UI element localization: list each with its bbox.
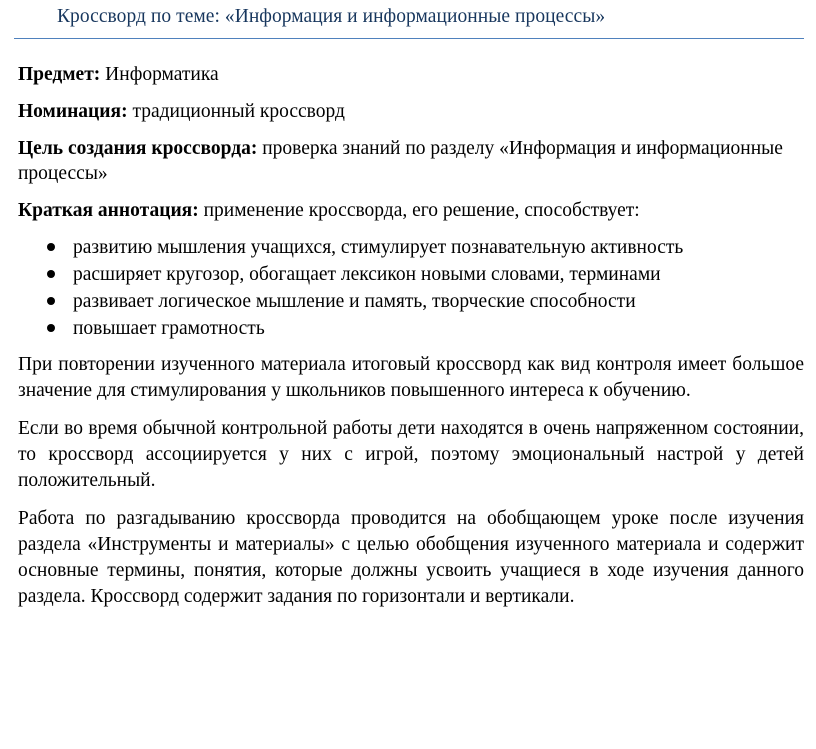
subject-label: Предмет:	[18, 64, 101, 85]
bullet-icon	[47, 297, 55, 305]
annotation-bullet-list	[18, 235, 804, 341]
subject-field	[18, 62, 804, 87]
bullet-icon	[47, 243, 55, 251]
bullet-text: развивает логическое мышление и память, творческие способности	[73, 291, 636, 312]
bullet-icon	[47, 270, 55, 278]
goal-field	[18, 136, 804, 186]
bullet-item	[18, 316, 804, 341]
body-paragraph: Работа по разгадыванию кроссворда проводится на обобщающем уроке после изучения раздела «Инструменты и материалы» с целью обобщения изученного материала и содержит основные термины, понятия, которые должны усвоить учащиеся в ходе изучения данного раздела. Кроссворд содержит задания по горизонтали и вертикали.	[18, 508, 804, 607]
page-title: Кроссворд по теме: «Информация и информационные процессы»	[57, 6, 606, 27]
bullet-text: повышает грамотность	[73, 318, 265, 339]
body-paragraph: Если во время обычной контрольной работы дети находятся в очень напряженном состоянии, то кроссворд ассоциируется у них с игрой, поэтому эмоциональный настрой у детей положительный.	[18, 418, 804, 491]
annotation-label: Краткая аннотация:	[18, 200, 199, 221]
bullet-text: расширяет кругозор, обогащает лексикон новыми словами, терминами	[73, 264, 661, 285]
bullet-item	[18, 235, 804, 260]
bullet-icon	[47, 324, 55, 332]
annotation-field	[18, 198, 804, 223]
annotation-value: применение кроссворда, его решение, способствует:	[198, 200, 640, 221]
goal-value: проверка знаний по разделу «Информация и информационные процессы»	[18, 138, 783, 184]
nomination-label: Номинация:	[18, 101, 128, 122]
page-header	[14, 0, 804, 39]
bullet-text: развитию мышления учащихся, стимулирует познавательную активность	[73, 237, 684, 258]
bullet-item	[18, 289, 804, 314]
body-paragraph: При повторении изученного материала итоговый кроссворд как вид контроля имеет большое значение для стимулирования у школьников повышенного интереса к обучению.	[18, 354, 804, 401]
bullet-item	[18, 262, 804, 287]
nomination-value: традиционный кроссворд	[127, 101, 345, 122]
nomination-field	[18, 99, 804, 124]
subject-value: Информатика	[100, 64, 219, 85]
goal-label: Цель создания кроссворда:	[18, 138, 258, 159]
document-body	[18, 62, 804, 622]
